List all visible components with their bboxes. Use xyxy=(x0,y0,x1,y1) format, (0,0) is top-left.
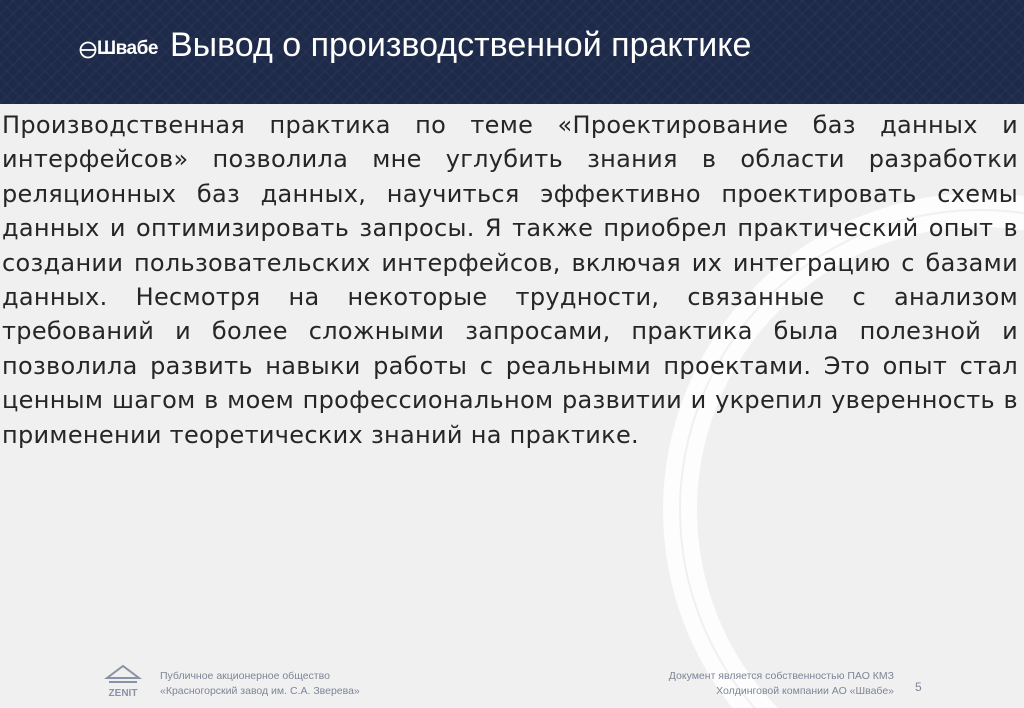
zenit-logo-text: ZENIT xyxy=(108,688,138,699)
footer-ownership xyxy=(669,669,894,699)
footer-company xyxy=(160,669,360,699)
conclusion-paragraph: Производственная практика по теме «Проектирование баз данных и интерфейсов» позволила мне углубить знания в области разработки реляционных баз данных, научиться эффективно проектировать схемы данных и оптимизировать запросы. Я также приобрел практический опыт в создании пользовательских интерфейсов, включая их интеграцию с базами данных. Несмотря на некоторые трудности, связанные с анализом требований и более сложными запросами, практика была полезной и позволила развить навыки работы с реальными проектами. Это опыт стал ценным шагом в моем профессиональном развитии и укрепил уверенность в применении теоретических знаний на практике. xyxy=(2,111,1018,449)
shvabe-logo-text: Швабе xyxy=(97,38,158,59)
footer-company-line1: Публичное акционерное общество xyxy=(160,670,330,682)
shvabe-logo-icon xyxy=(79,41,97,59)
footer-ownership-line2: Холдинговой компании АО «Швабе» xyxy=(716,685,894,697)
zenit-logo-icon xyxy=(100,664,146,700)
header-band xyxy=(0,0,1024,104)
slide-title: Вывод о производственной практике xyxy=(170,26,752,64)
footer-company-line2: «Красногорский завод им. С.А. Зверева» xyxy=(160,685,360,697)
footer-ownership-line1: Документ является собственностью ПАО КМЗ xyxy=(668,670,894,682)
page-number: 5 xyxy=(915,680,922,694)
